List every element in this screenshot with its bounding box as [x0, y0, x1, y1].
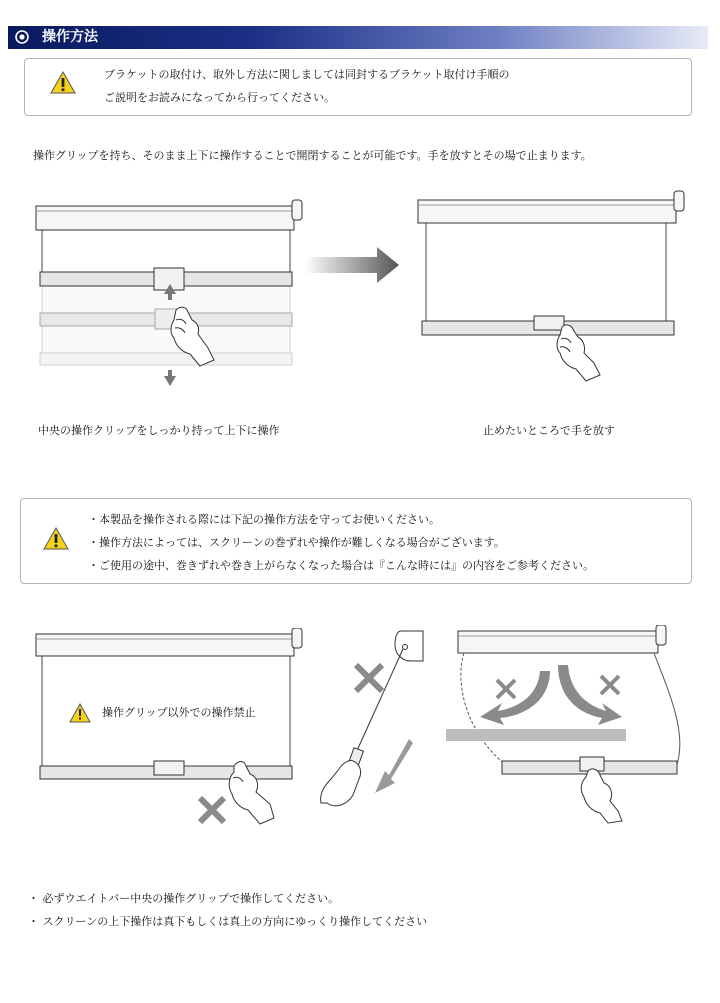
skewed-screen-illustration	[440, 625, 705, 825]
notice-line-1: ブラケットの取付け、取外し方法に関しましては同封するブラケット取付け手順の	[104, 68, 510, 81]
notice-line-2: ご説明をお読みになってから行ってください。	[104, 91, 335, 104]
usage-line-2: ・操作方法によっては、スクリーンの巻ずれや操作が難しくなる場合がございます。	[88, 536, 505, 549]
usage-line-3: ・ご使用の途中、巻きずれや巻き上がらなくなった場合は『こんな時には』の内容をご参考ください。	[88, 559, 594, 572]
warning-icon	[43, 527, 69, 550]
bullet-line-2: ・ スクリーンの上下操作は真下もしくは真上の方向にゆっくり操作してください	[28, 915, 428, 928]
bullet-line-1: ・ 必ずウエイトバー中央の操作グリップで操作してください。	[28, 892, 340, 905]
cord-pull-illustration	[315, 625, 445, 835]
arrow-right-icon	[305, 245, 400, 285]
blind-stopped-illustration	[412, 185, 687, 385]
section-header-bar	[8, 26, 708, 49]
usage-line-1: ・本製品を操作される際には下記の操作方法を守ってお使いください。	[88, 513, 440, 526]
warning-icon	[50, 71, 76, 94]
prohibited-screen-illustration	[30, 628, 305, 833]
circle-dot-icon	[14, 29, 30, 45]
prohibited-label: 操作グリップ以外での操作禁止	[102, 706, 256, 719]
intro-text: 操作グリップを持ち、そのまま上下に操作することで開閉することが可能です。手を放すとその場で止まります。	[33, 149, 592, 162]
blind-operation-illustration	[30, 188, 305, 388]
section-title: 操作方法	[42, 29, 98, 45]
caption-left: 中央の操作クリップをしっかり持って上下に操作	[38, 424, 280, 437]
caption-right: 止めたいところで手を放す	[483, 424, 615, 437]
